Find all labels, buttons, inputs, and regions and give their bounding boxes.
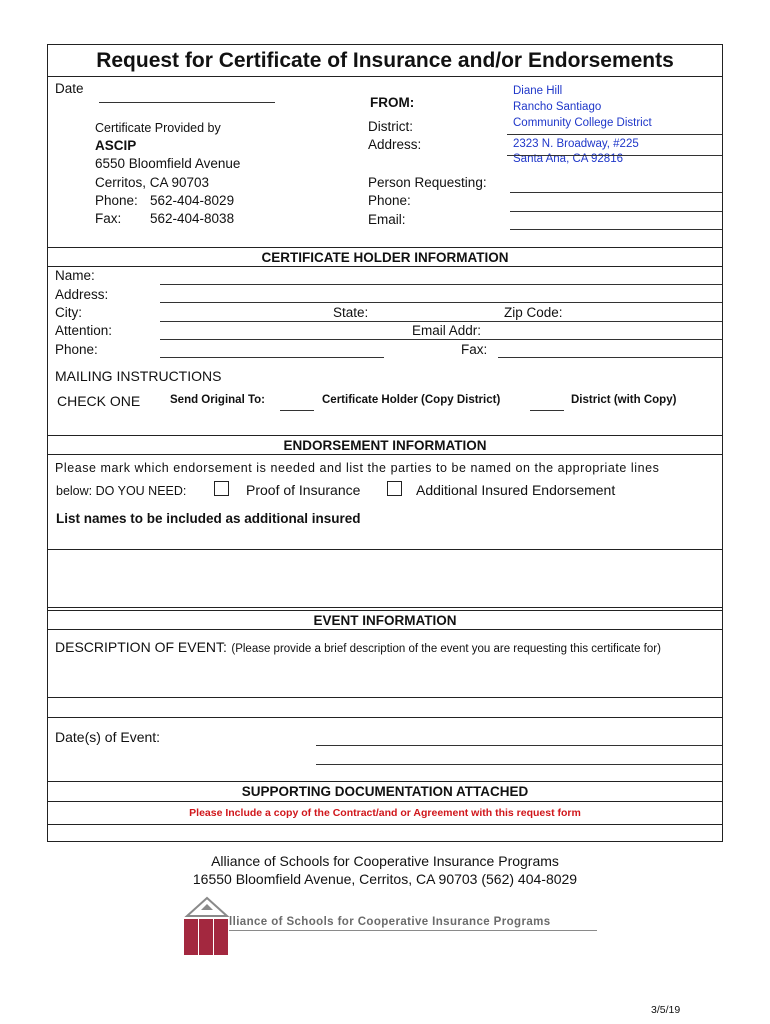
event-description-area[interactable] — [48, 660, 722, 696]
supporting-note-line — [47, 824, 723, 825]
send-original-label: Send Original To: — [170, 394, 265, 406]
from-email-label: Email: — [368, 212, 406, 227]
check-one-label: CHECK ONE — [57, 393, 141, 409]
provider-fax-label: Fax: — [95, 211, 122, 226]
from-email-field[interactable] — [510, 229, 722, 230]
endorsement-heading-line — [47, 454, 723, 455]
revision-date: 3/5/19 — [651, 1004, 681, 1016]
holder-fax-label: Fax: — [461, 342, 488, 357]
from-phone-field[interactable] — [510, 211, 722, 212]
supporting-heading: SUPPORTING DOCUMENTATION ATTACHED — [241, 784, 529, 799]
district-line-1: Rancho Santiago — [513, 101, 602, 113]
option1-check-line[interactable] — [280, 410, 314, 411]
event-dates-label: Date(s) of Event: — [55, 729, 161, 745]
event-description-hint: (Please provide a brief description of the event you are requesting this certificate for) — [231, 643, 661, 655]
holder-name-label: Name: — [55, 268, 95, 283]
divider-event — [47, 607, 723, 608]
holder-attention-label: Attention: — [55, 323, 113, 338]
event-dates-field-2[interactable] — [316, 764, 722, 765]
event-description-line-2 — [47, 717, 723, 718]
address-underline — [507, 155, 722, 156]
provider-phone: 562-404-8029 — [150, 193, 235, 208]
logo-underline — [229, 930, 597, 931]
additional-insured-label: Additional Insured Endorsement — [416, 482, 616, 498]
provider-name: ASCIP — [95, 138, 137, 153]
endorsement-instruction-1: Please mark which endorsement is needed and list the parties to be named on the appropriate lines — [55, 461, 660, 475]
event-description-line — [47, 697, 723, 698]
district-line-2: Community College District — [513, 117, 652, 129]
holder-zip-label: Zip Code: — [504, 305, 563, 320]
holder-name-field[interactable] — [160, 284, 722, 285]
holder-phone-field[interactable] — [160, 357, 384, 358]
from-phone-label: Phone: — [368, 193, 411, 208]
provider-address-2: Cerritos, CA 90703 — [95, 175, 210, 190]
endorsement-heading: ENDORSEMENT INFORMATION — [283, 438, 487, 453]
event-heading-line — [47, 629, 723, 630]
option1-label: Certificate Holder (Copy District) — [322, 394, 501, 406]
holder-address-label: Address: — [55, 287, 109, 302]
event-dates-field-1[interactable] — [316, 745, 722, 746]
form-title: Request for Certificate of Insurance and/or Endorsements — [96, 49, 674, 72]
holder-email-label: Email Addr: — [412, 323, 482, 338]
address-line-1: 2323 N. Broadway, #225 — [513, 138, 639, 150]
provider-fax: 562-404-8038 — [150, 211, 235, 226]
cert-holder-heading: CERTIFICATE HOLDER INFORMATION — [261, 250, 509, 265]
address-label: Address: — [368, 137, 422, 152]
contact-name: Diane Hill — [513, 85, 563, 97]
endorsement-instruction-2: below: DO YOU NEED: — [56, 484, 187, 498]
provided-by-label: Certificate Provided by — [95, 121, 221, 135]
provider-address-1: 6550 Bloomfield Avenue — [95, 156, 241, 171]
additional-insured-names-area[interactable] — [48, 550, 722, 606]
holder-attention-field[interactable] — [160, 339, 722, 340]
footer-org-address: 16550 Bloomfield Avenue, Cerritos, CA 90703 (562) 404-8029 — [192, 871, 578, 887]
date-label: Date — [55, 81, 84, 96]
district-label: District: — [368, 119, 413, 134]
event-description-label — [55, 639, 661, 657]
mailing-instructions-label: MAILING INSTRUCTIONS — [55, 368, 222, 384]
from-label: FROM: — [370, 95, 415, 110]
logo-text: lliance of Schools for Cooperative Insurance Programs — [229, 916, 551, 928]
holder-state-label: State: — [333, 305, 369, 320]
pencil-logo-icon — [183, 896, 231, 956]
holder-address-field[interactable] — [160, 302, 722, 303]
divider-supporting — [47, 781, 723, 782]
holder-phone-label: Phone: — [55, 342, 98, 357]
option2-check-line[interactable] — [530, 410, 564, 411]
divider-endorsement — [47, 435, 723, 436]
date-field[interactable] — [99, 102, 275, 103]
divider-cert-holder — [47, 247, 723, 248]
title-divider — [47, 76, 723, 77]
person-requesting-field[interactable] — [510, 192, 722, 193]
event-description-label-text: DESCRIPTION OF EVENT: — [55, 639, 227, 655]
proof-of-insurance-label: Proof of Insurance — [246, 482, 361, 498]
address-line-2: Santa Ana, CA 92816 — [513, 153, 623, 165]
ascip-logo — [183, 896, 603, 956]
footer-org-name: Alliance of Schools for Cooperative Insurance Programs — [211, 853, 559, 869]
holder-city-label: City: — [55, 305, 82, 320]
cert-holder-heading-line — [47, 266, 723, 267]
district-underline — [507, 134, 722, 135]
supporting-heading-line — [47, 801, 723, 802]
holder-fax-field[interactable] — [498, 357, 722, 358]
holder-city-field[interactable] — [160, 321, 722, 322]
option2-label: District (with Copy) — [571, 394, 677, 406]
event-heading: EVENT INFORMATION — [313, 613, 457, 628]
supporting-note: Please Include a copy of the Contract/and or Agreement with this request form — [189, 807, 581, 819]
additional-insured-checkbox[interactable] — [387, 481, 402, 496]
person-requesting-label: Person Requesting: — [368, 175, 487, 190]
proof-of-insurance-checkbox[interactable] — [214, 481, 229, 496]
provider-phone-label: Phone: — [95, 193, 138, 208]
additional-insured-names-label: List names to be included as additional insured — [56, 511, 361, 526]
divider-event-2 — [47, 610, 723, 611]
